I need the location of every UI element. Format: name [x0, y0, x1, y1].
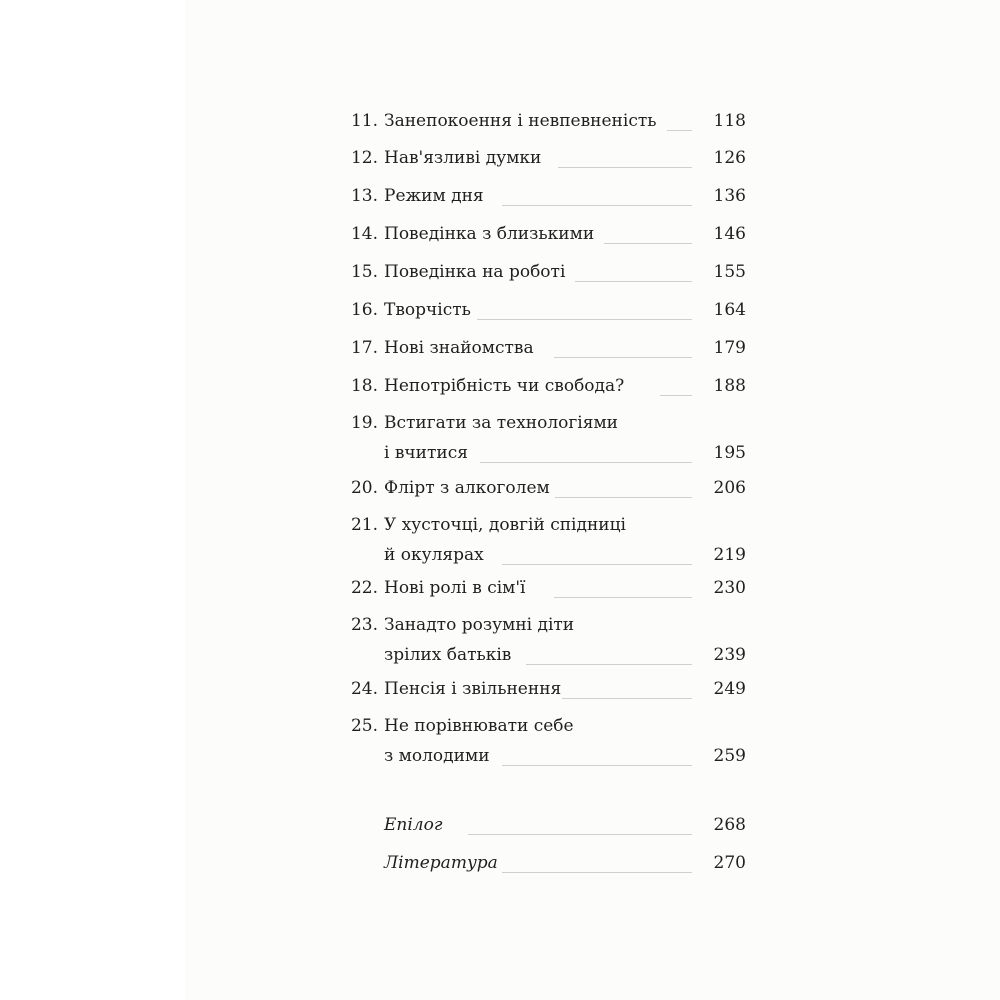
- chapter-number: 16.: [350, 300, 378, 320]
- chapter-number: 25.: [350, 716, 378, 736]
- chapter-number: 11.: [350, 111, 378, 131]
- page-number: 136: [713, 186, 746, 206]
- chapter-title: Поведінка на роботі: [384, 262, 566, 282]
- chapter-title: Занадто розумні діти: [384, 615, 575, 635]
- chapter-number: 13.: [350, 186, 378, 206]
- dot-leader: [554, 357, 692, 358]
- back-matter-title: Епілог: [384, 815, 443, 835]
- page-number: 219: [713, 545, 746, 565]
- dot-leader: [558, 167, 692, 168]
- dot-leader: [554, 597, 692, 598]
- chapter-title: У хусточці, довгій спідниці: [384, 515, 626, 535]
- dot-leader: [468, 834, 692, 835]
- chapter-title: Творчість: [384, 300, 471, 320]
- chapter-title: Нові знайомства: [384, 338, 534, 358]
- chapter-number: 20.: [350, 478, 378, 498]
- chapter-title: Нові ролі в сім'ї: [384, 578, 526, 598]
- page-number: 164: [713, 300, 746, 320]
- chapter-title-continued: і вчитися: [384, 443, 468, 463]
- chapter-title: Поведінка з близькими: [384, 224, 595, 244]
- page-number: 239: [713, 645, 746, 665]
- page-number: 268: [713, 815, 746, 835]
- chapter-title: Встигати за технологіями: [384, 413, 619, 433]
- chapter-title: Нав'язливі думки: [384, 148, 542, 168]
- chapter-title: Не порівнювати себе: [384, 716, 574, 736]
- chapter-number: 22.: [350, 578, 378, 598]
- chapter-number: 14.: [350, 224, 378, 244]
- page-number: 188: [713, 376, 746, 396]
- dot-leader: [502, 872, 692, 873]
- page-number: 155: [713, 262, 746, 282]
- chapter-title: Занепокоення і невпевненість: [384, 111, 657, 131]
- page-number: 230: [713, 578, 746, 598]
- dot-leader: [660, 395, 692, 396]
- chapter-title-continued: з молодими: [384, 746, 490, 766]
- chapter-number: 24.: [350, 679, 378, 699]
- dot-leader: [604, 243, 692, 244]
- page-number: 249: [713, 679, 746, 699]
- chapter-number: 15.: [350, 262, 378, 282]
- chapter-number: 19.: [350, 413, 378, 433]
- dot-leader: [477, 319, 692, 320]
- page-number: 179: [713, 338, 746, 358]
- dot-leader: [480, 462, 692, 463]
- page-number: 126: [713, 148, 746, 168]
- dot-leader: [526, 664, 692, 665]
- page-number: 118: [713, 111, 746, 131]
- chapter-title-continued: зрілих батьків: [384, 645, 512, 665]
- dot-leader: [562, 698, 692, 699]
- chapter-title: Непотрібність чи свобода?: [384, 376, 625, 396]
- back-matter-title: Література: [384, 853, 498, 873]
- page-number: 146: [713, 224, 746, 244]
- chapter-title-continued: й окулярах: [384, 545, 484, 565]
- page-number: 206: [713, 478, 746, 498]
- dot-leader: [502, 564, 692, 565]
- chapter-number: 18.: [350, 376, 378, 396]
- dot-leader: [502, 765, 692, 766]
- chapter-title: Флірт з алкоголем: [384, 478, 550, 498]
- chapter-number: 17.: [350, 338, 378, 358]
- chapter-number: 21.: [350, 515, 378, 535]
- chapter-title: Режим дня: [384, 186, 484, 206]
- page-number: 270: [713, 853, 746, 873]
- dot-leader: [555, 497, 692, 498]
- chapter-number: 12.: [350, 148, 378, 168]
- page-number: 259: [713, 746, 746, 766]
- chapter-number: 23.: [350, 615, 378, 635]
- page-number: 195: [713, 443, 746, 463]
- chapter-title: Пенсія і звільнення: [384, 679, 562, 699]
- dot-leader: [575, 281, 692, 282]
- dot-leader: [667, 130, 692, 131]
- dot-leader: [502, 205, 692, 206]
